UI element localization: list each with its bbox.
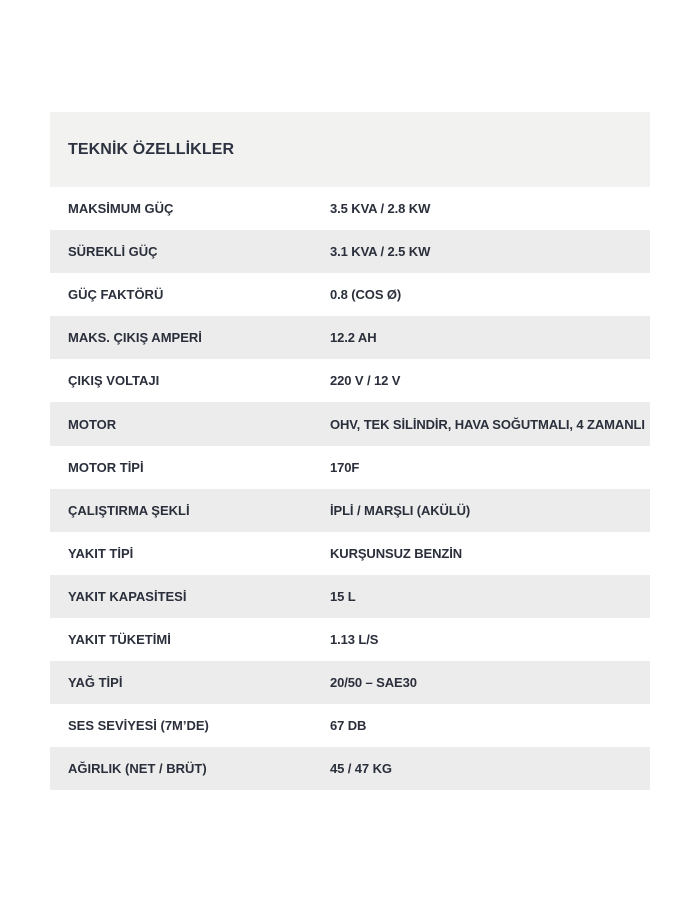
spec-value: 3.1 KVA / 2.5 KW [330,244,431,260]
spec-value: KURŞUNSUZ BENZİN [330,545,463,561]
spec-value: 45 / 47 KG [330,761,392,777]
spec-label: ÇIKIŞ VOLTAJI [68,373,160,389]
spec-row-start-method [50,489,650,532]
spec-value: OHV, TEK SİLİNDİR, HAVA SOĞUTMALI, 4 ZAMANLI [330,416,645,432]
spec-label: YAKIT KAPASİTESİ [68,588,187,604]
spec-label: AĞIRLIK (NET / BRÜT) [68,761,207,777]
specifications-header [50,112,650,187]
spec-row-max-output-amp [50,316,650,359]
spec-label: GÜÇ FAKTÖRÜ [68,287,164,303]
spec-row-fuel-capacity [50,575,650,618]
spec-value: 67 DB [330,718,367,734]
spec-value: 170F [330,459,360,475]
spec-value: İPLİ / MARŞLI (AKÜLÜ) [330,502,471,518]
spec-row-continuous-power [50,230,650,273]
spec-row-power-factor [50,273,650,316]
spec-value: 220 V / 12 V [330,373,401,389]
spec-label: MOTOR TİPİ [68,459,144,475]
spec-label: MOTOR [68,416,117,432]
spec-value: 20/50 – SAE30 [330,675,417,691]
spec-label: MAKS. ÇIKIŞ AMPERİ [68,330,202,346]
spec-label: MAKSİMUM GÜÇ [68,201,174,217]
spec-value: 3.5 KVA / 2.8 KW [330,201,431,217]
spec-label: YAKIT TİPİ [68,545,134,561]
spec-row-fuel-type [50,532,650,575]
spec-value: 0.8 (COS Ø) [330,287,402,303]
spec-row-noise-level [50,704,650,747]
specifications-title: TEKNİK ÖZELLİKLER [68,140,235,158]
spec-row-output-voltage [50,359,650,402]
spec-value: 12.2 AH [330,330,377,346]
specifications-table [50,187,650,790]
spec-row-oil-type [50,661,650,704]
spec-label: SES SEVİYESİ (7M’DE) [68,718,209,734]
spec-row-motor-type [50,446,650,489]
spec-label: ÇALIŞTIRMA ŞEKLİ [68,502,190,518]
spec-row-motor [50,402,650,445]
spec-row-max-power [50,187,650,230]
spec-value: 1.13 L/S [330,631,379,647]
spec-label: YAĞ TİPİ [68,675,123,691]
spec-row-weight [50,747,650,790]
spec-label: SÜREKLİ GÜÇ [68,244,158,260]
spec-value: 15 L [330,588,356,604]
technical-specifications-section [50,112,650,790]
spec-row-fuel-consumption [50,618,650,661]
spec-label: YAKIT TÜKETİMİ [68,631,171,647]
